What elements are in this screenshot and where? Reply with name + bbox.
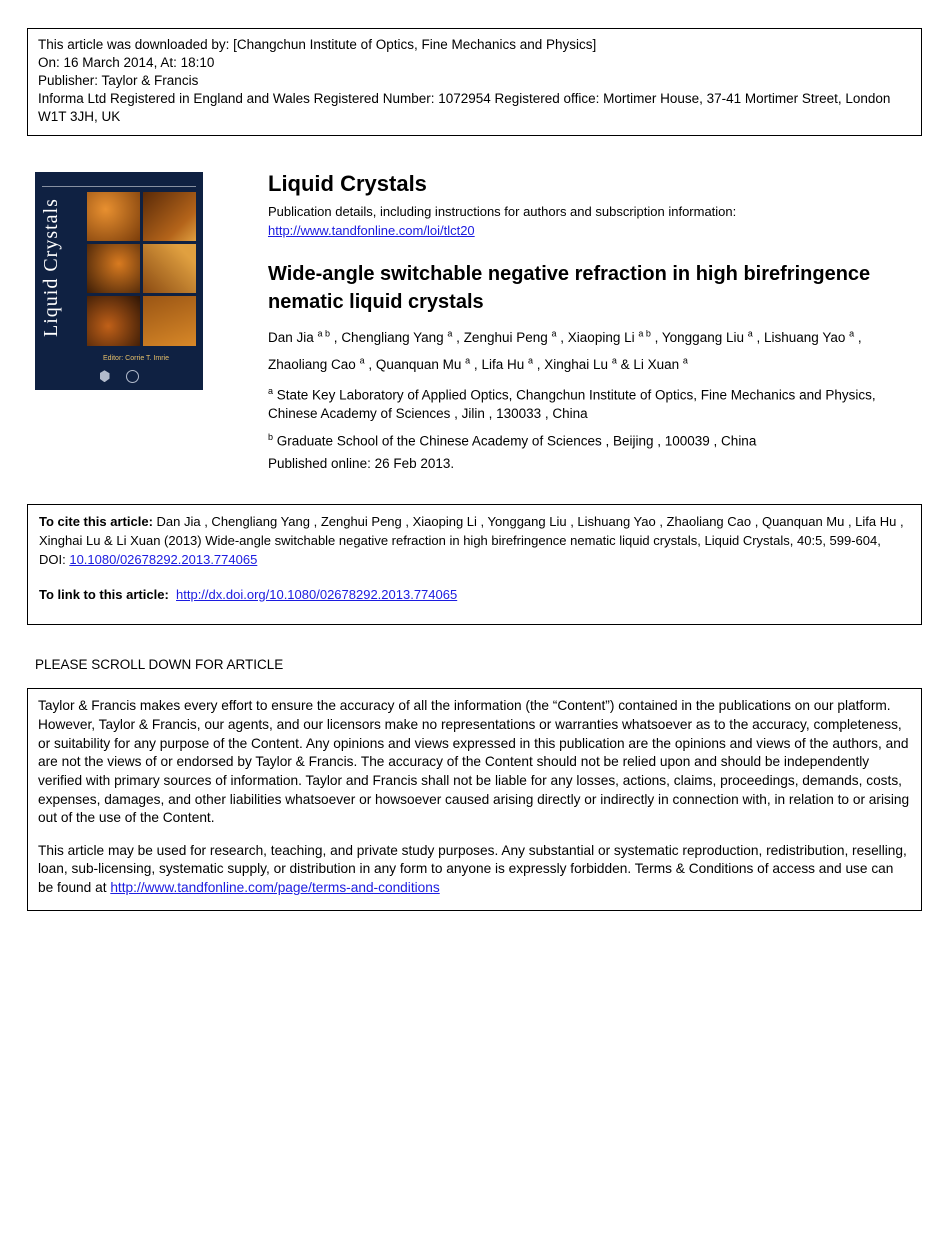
cite-paragraph <box>39 513 910 570</box>
author: Li Xuan $^a$ <box>633 355 688 372</box>
affiliation-b <box>268 431 922 451</box>
link-label: To link to this article: <box>39 586 169 602</box>
author: Zenghui Peng $^a$ <box>463 328 557 345</box>
cite-text: Dan Jia , Chengliang Yang , Zenghui Peng , Xiaoping Li , Yonggang Liu , Lishuang Yao , Zhaoliang Cao , Quanquan Mu , Lifa Hu , Xinghai Lu & Li Xuan (2013) Wide-angle switchable negative refraction in high birefringence nematic liquid crystals, Liquid Crystals, 40:5, 599-604, DOI: <box>39 514 904 567</box>
author: Quanquan Mu $^a$ <box>375 355 471 372</box>
article-url-link[interactable]: http://dx.doi.org/10.1080/02678292.2013.774065 <box>176 586 458 602</box>
disclaimer-paragraph-2 <box>38 842 911 898</box>
affiliation-b-marker: b <box>268 431 274 442</box>
cover-texture-tile <box>143 296 196 345</box>
downloaded-by-line: This article was downloaded by: [Changchun Institute of Optics, Fine Mechanics and Physics] <box>38 37 597 52</box>
affiliation-b-text: Graduate School of the Chinese Academy of Sciences , Beijing , 100039 , China <box>276 433 757 449</box>
affiliation-a-text: State Key Laboratory of Applied Optics, Changchun Institute of Optics, Fine Mechanics and Physics, Chinese Academy of Sciences , Jilin , 130033 , China <box>268 387 876 421</box>
journal-title: Liquid Crystals <box>268 170 427 196</box>
taylor-francis-logo-icon <box>126 370 139 383</box>
terms-and-conditions-link[interactable]: http://www.tandfonline.com/page/terms-and-conditions <box>110 880 440 896</box>
journal-society-logo-icon <box>100 370 110 382</box>
cover-vertical-title: Liquid Crystals <box>40 198 62 338</box>
journal-info <box>268 172 922 474</box>
journal-cover-image <box>35 172 203 390</box>
article-title: Wide-angle switchable negative refraction in high birefringence nematic liquid crystals <box>268 262 871 313</box>
cover-collage <box>87 192 196 346</box>
link-to-article-line <box>39 586 910 605</box>
citation-box <box>27 504 922 625</box>
cover-texture-tile <box>143 192 196 241</box>
cover-top-rule <box>42 186 196 187</box>
published-online-line: Published online: 26 Feb 2013. <box>268 456 455 472</box>
disclaimer-box <box>27 688 922 910</box>
cover-texture-tile <box>87 296 140 345</box>
download-info-box <box>27 28 922 136</box>
cover-texture-tile <box>143 244 196 293</box>
registration-line: Informa Ltd Registered in England and Wales Registered Number: 1072954 Registered office: Mortimer House, 37-41 Mortimer Street, London W1T 3JH, UK <box>38 90 891 124</box>
author: Zhaoliang Cao $^a$ <box>268 355 365 372</box>
journal-url-link[interactable]: http://www.tandfonline.com/loi/tlct20 <box>268 222 475 238</box>
publisher-line: Publisher: Taylor & Francis <box>38 72 199 88</box>
cover-logos <box>35 370 203 383</box>
doi-link[interactable]: 10.1080/02678292.2013.774065 <box>69 551 258 567</box>
publication-details-text: Publication details, including instructions for authors and subscription information: <box>268 203 737 219</box>
author: Lishuang Yao $^a$ <box>764 328 855 345</box>
terms-text: This article may be used for research, teaching, and private study purposes. Any substantial or systematic reproduction, redistribution, reselling, loan, sub-licensing, systematic supply, or distribution in any form to anyone is expressly forbidden. Terms & Conditions of access and use can be found at <box>38 842 907 896</box>
author: Dan Jia $^{a b}$ <box>268 328 331 345</box>
author: Xinghai Lu $^a$ <box>544 355 617 372</box>
affiliation-a-marker: a <box>268 385 274 396</box>
download-date-line: On: 16 March 2014, At: 18:10 <box>38 54 215 70</box>
cover-editor-line: Editor: Corrie T. Imrie <box>103 354 169 362</box>
scroll-down-notice: PLEASE SCROLL DOWN FOR ARTICLE <box>35 657 284 673</box>
journal-section <box>27 172 922 474</box>
disclaimer-paragraph-1: Taylor & Francis makes every effort to ensure the accuracy of all the information (the “Content”) contained in the publications on our platform. However, Taylor & Francis, our agents, and our licensors make no representations or warranties whatsoever as to the accuracy, completeness, or suitability for any purpose of the Content. Any opinions and views expressed in this publication are the opinions and views of the authors, and are not the views of or endorsed by Taylor & Francis. The accuracy of the Content should not be relied upon and should be independently verified with primary sources of information. Taylor and Francis shall not be liable for any losses, actions, claims, proceedings, demands, costs, expenses, damages, and other liabilities whatsoever or howsoever caused arising directly or indirectly in connection with, in relation to or arising out of the use of the Content. <box>38 698 910 826</box>
affiliation-a <box>268 385 922 424</box>
cover-texture-tile <box>87 192 140 241</box>
author-list: Dan Jia $^{a b}$ , Chengliang Yang $^a$ , Zenghui Peng $^a$ , Xiaoping Li $^{a b}$ , Yonggang Liu $^a$ , Lishuang Yao $^a$ , Zhaoliang Cao $^a$ , Quanquan Mu $^a$ , Lifa Hu $^a$ , Xinghai Lu $^a$ & Li Xuan $^a$ <box>268 328 862 372</box>
author: Lifa Hu $^a$ <box>481 355 533 372</box>
cite-label: To cite this article: <box>39 514 153 530</box>
author: Xiaoping Li $^{a b}$ <box>567 328 651 345</box>
cover-texture-tile <box>87 244 140 293</box>
author: Chengliang Yang $^a$ <box>341 328 453 345</box>
author: Yonggang Liu $^a$ <box>661 328 753 345</box>
